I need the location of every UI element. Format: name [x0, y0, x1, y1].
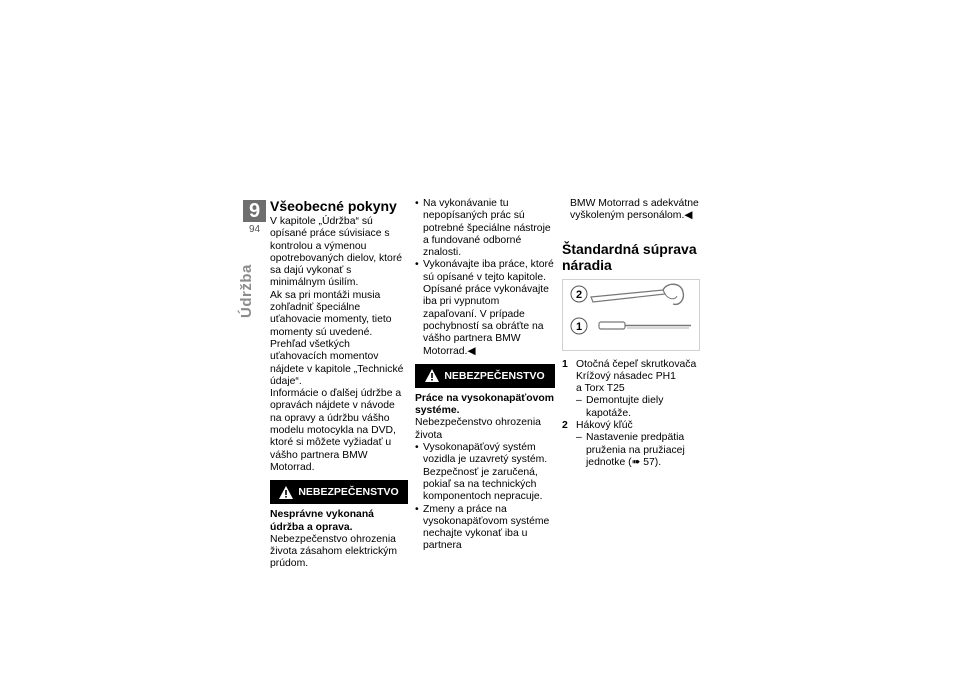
figure-label-2: 2 — [575, 288, 583, 301]
bullet-list — [415, 442, 555, 553]
paragraph: Ak sa pri montáži musia zohľadniť špeciálne uťahovacie momenty, tieto momenty sú uvedené. Prehľad všetkých uťahovacích momentov nájdete v kapitole „Technické údaje“. — [270, 289, 404, 387]
legend-number: 2 — [562, 420, 568, 432]
legend-line: Otočná čepeľ skrutkovača — [576, 358, 697, 370]
warning-text: Nebezpečenstvo ohrozenia života — [415, 417, 541, 441]
figure-label-1: 1 — [575, 320, 583, 333]
warning-text: Nebezpečenstvo ohrozenia života zásahom elektrickým prúdom. — [270, 533, 398, 570]
legend-item — [562, 359, 702, 420]
warning-heading: Nesprávne vykonaná údržba a oprava. — [270, 509, 374, 533]
legend-subitem: – Nastavenie predpätia pruženia na pružiacej jednotke (➠ 57). — [576, 432, 702, 469]
list-item: • Vykonávajte iba práce, ktoré sú opísané v tejto kapitole. Opísané práce vykonávajte iba pri vypnutom zapaľovaní. V prípade pochybností sa obráťte na vášho partnera BMW Motorrad.◀ — [415, 259, 555, 357]
paragraph: V kapitole „Údržba“ sú opísané práce súvisiace s kontrolou a výmenou opotrebovaných dielov, ktoré sa dajú vykonať s minimálnym úsilím. — [270, 216, 403, 289]
list-item: • Na vykonávanie tu nepopísaných prác sú potrebné špeciálne nástroje a fundované odborné znalosti. — [415, 198, 555, 259]
paragraph: Informácie o ďalšej údržbe a opravách nájdete v návode na opravy a údržbu vášho modelu motocykla na DVD, ktoré si môžete vyžiadať u vášho partnera BMW Motorrad. — [270, 388, 402, 473]
warning-icon — [425, 369, 439, 382]
column-1 — [270, 198, 408, 571]
section-label: Údržba — [238, 264, 255, 318]
column-2 — [415, 198, 555, 553]
bullet-list — [415, 198, 555, 358]
legend-subitem: – Demontujte diely kapotáže. — [576, 395, 702, 420]
warning-icon — [279, 486, 293, 499]
legend — [562, 359, 702, 470]
toolkit-illustration — [563, 280, 699, 350]
toolkit-figure — [562, 279, 700, 351]
warning-label: NEBEZPEČENSTVO — [298, 486, 399, 499]
list-item: • Vysokonapäťový systém vozidla je uzavretý systém. Bezpečnosť je zaručená, pokiaľ sa na technických komponentoch nepracuje. — [415, 442, 555, 503]
legend-line: Hákový kľúč — [576, 420, 633, 432]
list-item: • Zmeny a práce na vysokonapäťovom systéme nechajte vykonať iba u partnera — [415, 504, 555, 553]
chapter-number: 9 — [243, 200, 266, 222]
legend-item — [562, 420, 702, 469]
warning-banner — [270, 480, 408, 504]
page-number: 94 — [248, 224, 261, 235]
warning-label: NEBEZPEČENSTVO — [444, 369, 545, 382]
legend-line: Krížový násadec PH1 — [576, 370, 676, 382]
continuation-text: BMW Motorrad s adekvátne vyškoleným personálom.◀ — [570, 198, 699, 222]
legend-line: a Torx T25 — [576, 383, 625, 395]
legend-number: 1 — [562, 358, 568, 370]
column-3 — [562, 198, 702, 469]
warning-banner — [415, 364, 555, 388]
section-title: Všeobecné pokyny — [270, 198, 397, 214]
section-title: Štandardná súprava náradia — [562, 240, 697, 273]
warning-heading: Práce na vysokonapäťovom systéme. — [415, 392, 554, 417]
